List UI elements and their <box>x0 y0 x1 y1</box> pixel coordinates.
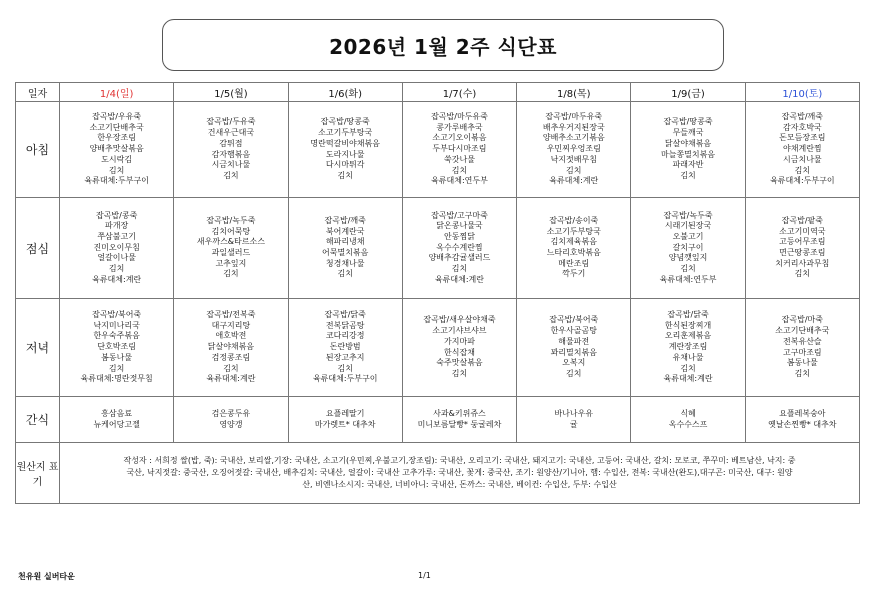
meal-row <box>16 397 860 443</box>
menu-item: 오불고기 <box>672 231 704 241</box>
menu-item: 과일샐러드 <box>211 248 251 257</box>
origin-label: 원산지 표기 <box>16 443 60 504</box>
meal-label: 저녁 <box>16 299 60 397</box>
menu-item: 바나나우유 <box>554 408 594 418</box>
menu-item: 요플레복숭아 <box>779 408 826 418</box>
menu-item: 육류대체:두부구이 <box>770 176 835 186</box>
menu-item: 두부다시마조림 <box>432 144 487 154</box>
menu-cell <box>402 102 516 198</box>
menu-item: 명란떡갈비야채볶음 <box>310 138 380 148</box>
menu-item: 양배추감귤샐러드 <box>428 253 491 263</box>
menu-cell <box>174 198 288 299</box>
menu-item: 육류대체:계란 <box>663 374 713 384</box>
menu-item: 양배추맛살볶음 <box>89 144 144 154</box>
menu-item: 숙주맛살볶음 <box>436 358 483 368</box>
meal-row <box>16 299 860 397</box>
menu-item: 김치제육볶음 <box>550 237 597 247</box>
menu-cell <box>517 102 631 198</box>
menu-cell <box>288 397 402 443</box>
menu-item: 깍두기 <box>562 269 586 279</box>
menu-item: 잡곡밥/마두유죽 <box>545 112 603 122</box>
menu-item: 육류대체:두부구이 <box>312 374 378 384</box>
menu-item: 양념깻잎지 <box>668 253 708 263</box>
menu-item: 새우까스&타르소스 <box>196 237 265 247</box>
day-header: 1/5(월) <box>174 83 288 102</box>
menu-cell <box>402 397 516 443</box>
menu-item: 육류대체:계란 <box>434 274 485 284</box>
menu-item: 돈란방범 <box>329 342 361 352</box>
menu-item: 계란장조림 <box>668 342 708 352</box>
menu-item: 귤 <box>569 419 578 429</box>
menu-cell <box>402 299 516 397</box>
menu-item: 잡곡밥/고구마죽 <box>431 210 488 220</box>
menu-item: 김치 <box>680 170 696 180</box>
menu-item: 마늘쫑멸치볶음 <box>660 149 716 159</box>
menu-item: 김치 <box>108 363 125 373</box>
menu-cell <box>288 299 402 397</box>
menu-item: 고등어무조림 <box>779 237 826 247</box>
menu-item: 오리훈제볶음 <box>664 331 712 341</box>
menu-item: 소고기단배추국 <box>89 122 144 132</box>
menu-item: 꽈리멸치볶음 <box>550 347 597 357</box>
menu-item: 진미오이무침 <box>93 242 140 252</box>
origin-text <box>60 443 860 504</box>
menu-item: 김치 <box>566 165 582 175</box>
menu-item: 한식된장찌개 <box>664 320 712 330</box>
menu-item: 김치 <box>680 264 696 274</box>
menu-item: 김치 <box>451 264 468 274</box>
menu-cell <box>60 299 174 397</box>
menu-item: 잡곡밥/팥죽 <box>781 215 824 225</box>
menu-item: 시래기된장국 <box>664 221 712 231</box>
menu-item: 김치 <box>794 368 811 378</box>
menu-item: 잡곡밥/마두유죽 <box>431 112 488 122</box>
menu-item: 한우장조림 <box>97 133 136 143</box>
origin-row <box>16 443 860 504</box>
title-box <box>162 19 724 71</box>
menu-item: 치커리사과무침 <box>775 258 830 268</box>
menu-item: 잡곡밥/녹두죽 <box>663 210 713 220</box>
menu-cell <box>517 299 631 397</box>
menu-item: 배추우거지된장국 <box>542 122 605 132</box>
menu-item: 북어계란국 <box>325 226 365 236</box>
menu-item: 소고기두부탕국 <box>546 226 601 236</box>
footer-organization: 천유원 실버타운 <box>18 572 75 581</box>
menu-item: 김치 <box>337 170 353 180</box>
page-title: 2026년 1월 2주 식단표 <box>329 34 557 59</box>
menu-item: 한우사골곰탕 <box>550 326 597 336</box>
menu-item: 옥수수스프 <box>668 419 708 429</box>
menu-item: 어묵멸치볶음 <box>322 248 369 257</box>
menu-cell <box>174 102 288 198</box>
menu-item: 낙지젓배무침 <box>550 154 597 164</box>
menu-item: 고구마조림 <box>783 347 822 357</box>
menu-item: 육류대체:계란 <box>92 274 142 284</box>
menu-item: 소고기오이볶음 <box>432 133 487 143</box>
menu-item: 면근땅콩조림 <box>779 248 826 257</box>
meal-label: 간식 <box>16 397 60 443</box>
menu-item: 전복닭곰탕 <box>325 320 365 330</box>
menu-item: 우민찌우엉조림 <box>546 144 601 154</box>
menu-item: 김치 <box>108 264 125 274</box>
menu-item: 식혜 <box>680 408 696 418</box>
menu-item: 무들깨국 <box>672 128 704 138</box>
menu-item: 검은콩두유 <box>211 408 251 418</box>
menu-item: 육류대체:계란 <box>549 176 599 186</box>
menu-cell <box>60 397 174 443</box>
day-header: 1/6(화) <box>288 83 402 102</box>
menu-item: 한우숙주볶음 <box>93 331 140 341</box>
menu-item: 김치 <box>451 165 468 175</box>
menu-item: 쑥갓나물 <box>444 154 475 164</box>
menu-item: 고추잎지 <box>215 258 247 268</box>
menu-item: 김치 <box>108 165 125 175</box>
menu-item: 김치 <box>794 269 811 279</box>
menu-item: 다시마튀각 <box>325 160 365 170</box>
menu-item: 한식잡채 <box>444 347 475 357</box>
menu-item: 시금치나물 <box>211 160 251 170</box>
menu-item: 가지마파 <box>444 336 475 346</box>
menu-item: 잡곡밥/깨죽 <box>781 112 824 122</box>
menu-item: 김치 <box>566 368 582 378</box>
menu-item: 코다리강정 <box>325 331 365 341</box>
menu-cell <box>174 299 288 397</box>
menu-cell <box>174 397 288 443</box>
menu-item: 도시락김 <box>101 154 133 164</box>
menu-item: 양배추소고기볶음 <box>542 133 605 143</box>
menu-item: 잡곡밥/두유죽 <box>206 117 256 127</box>
menu-item: 잡곡밥/땅콩죽 <box>663 117 713 127</box>
menu-item: 옥수수계란찜 <box>436 242 483 252</box>
menu-item: 건새우근대국 <box>207 128 255 138</box>
menu-item: 육류대체:연두부 <box>431 176 488 186</box>
menu-cell <box>631 299 745 397</box>
menu-item: 감자호박국 <box>783 122 822 132</box>
menu-item: 김치 <box>337 363 353 373</box>
menu-item: 검정콩조림 <box>211 352 251 362</box>
menu-cell <box>517 198 631 299</box>
day-header: 1/9(금) <box>631 83 745 102</box>
menu-cell <box>288 102 402 198</box>
menu-item: 파개장 <box>105 221 129 231</box>
menu-item: 미니보름달빵* 둥굴레차 <box>417 419 502 429</box>
meal-row <box>16 198 860 299</box>
menu-item: 애호박전 <box>215 331 247 341</box>
menu-item: 잡곡밥/마죽 <box>781 315 824 325</box>
menu-item: 안동찜닭 <box>444 231 475 241</box>
menu-item: 감자햄볶음 <box>211 149 251 159</box>
menu-cell <box>631 102 745 198</box>
origin-line: 작성자 : 서희정 쌀(밥, 죽): 국내산, 보리쌀,기장: 국내산, 소고기(우민찌,우불고기,장조림): 국내산, 오리고기: 국내산, 돼지고기: 국내산, 고등어: 국내산, 갈치: 모로코, 쭈꾸미: 베트남산, 낙지: 중 <box>123 456 796 465</box>
menu-item: 김치 <box>680 363 696 373</box>
origin-line: 산, 비엔나소시지: 국내산, 너비아니: 국내산, 돈까스: 국내산, 베이컨: 수입산, 두부: 수입산 <box>302 480 617 489</box>
menu-item: 김치 <box>223 170 239 180</box>
menu-cell <box>60 102 174 198</box>
day-header: 1/8(목) <box>517 83 631 102</box>
meal-label: 점심 <box>16 198 60 299</box>
menu-item: 유채나물 <box>672 352 704 362</box>
menu-item: 시금치나물 <box>783 154 822 164</box>
menu-item: 김치어묵탕 <box>211 226 251 236</box>
menu-item: 잡곡밥/땅콩죽 <box>320 117 370 127</box>
menu-item: 콩가루배추국 <box>436 122 483 132</box>
menu-item: 닭살야채볶음 <box>207 342 255 352</box>
menu-item: 마가렛트* 대추차 <box>314 419 376 429</box>
menu-cell <box>745 198 859 299</box>
menu-item: 봄동나물 <box>101 352 133 362</box>
menu-cell <box>517 397 631 443</box>
menu-item: 잡곡밥/북어죽 <box>92 310 142 320</box>
menu-item: 소고기샤브샤브 <box>432 326 487 336</box>
menu-item: 대구지리탕 <box>211 320 251 330</box>
footer-page-number: 1/1 <box>418 571 431 580</box>
menu-item: 잡곡밥/깨죽 <box>324 215 366 225</box>
menu-item: 갈치구이 <box>672 242 704 252</box>
menu-item: 잡곡밥/닭죽 <box>667 310 709 320</box>
menu-item: 해파리냉채 <box>325 237 365 247</box>
menu-item: 파래자반 <box>672 160 704 170</box>
menu-cell <box>402 198 516 299</box>
menu-item: 김치 <box>223 269 239 279</box>
menu-item: 김치 <box>794 165 811 175</box>
meal-row <box>16 102 860 198</box>
menu-cell <box>745 299 859 397</box>
menu-item: 야채계란찜 <box>783 144 822 154</box>
menu-item: 김치 <box>337 269 353 279</box>
menu-item: 오복지 <box>562 358 586 368</box>
menu-item: 봄동나물 <box>786 358 818 368</box>
menu-item: 닭살야채볶음 <box>664 138 712 148</box>
menu-cell <box>745 397 859 443</box>
menu-table <box>15 82 860 504</box>
header-row <box>16 83 860 102</box>
menu-item: 된장고추지 <box>325 352 365 362</box>
menu-item: 육류대체:연두부 <box>659 274 717 284</box>
menu-item: 닭온콩나물국 <box>436 221 483 231</box>
menu-item: 도라지나물 <box>325 149 365 159</box>
menu-cell <box>631 198 745 299</box>
menu-item: 잡곡밥/새우살야채죽 <box>423 315 496 325</box>
day-header: 1/4(일) <box>60 83 174 102</box>
menu-item: 낙지미나리국 <box>93 320 140 330</box>
menu-item: 감튀점 <box>219 138 243 148</box>
menu-item: 잡곡밥/콩죽 <box>95 210 138 220</box>
menu-item: 잡곡밥/송이죽 <box>549 215 599 225</box>
header-label: 일자 <box>16 83 60 102</box>
menu-item: 잡곡밥/닭죽 <box>324 310 366 320</box>
menu-item: 소고기단배추국 <box>775 326 830 336</box>
menu-cell <box>631 397 745 443</box>
menu-item: 뉴케어당고젤 <box>93 419 140 429</box>
menu-item: 옛날손찐빵* 대추차 <box>768 419 837 429</box>
menu-item: 해물파전 <box>558 336 590 346</box>
menu-cell <box>288 198 402 299</box>
day-header: 1/10(토) <box>745 83 859 102</box>
menu-item: 청경채나물 <box>325 258 365 268</box>
menu-item: 흥삼음료 <box>101 408 133 418</box>
menu-item: 육류대체:명란젓무침 <box>80 374 153 384</box>
menu-item: 단호박조림 <box>97 342 136 352</box>
origin-line: 국산, 낙지젓갈: 중국산, 오징어젓갈: 국내산, 배추김치: 국내산, 얼갈이: 국내산 고추가루: 국내산, 꽃게: 중국산, 조기: 원양산/기니아, 햄: 수입산, 전복: 국내산(완도),대구곤: 미국산, 대구: 원양 <box>126 468 793 477</box>
menu-item: 육류대체:계란 <box>206 374 256 384</box>
menu-cell <box>745 102 859 198</box>
menu-item: 느타리호박볶음 <box>546 248 601 257</box>
menu-cell <box>60 198 174 299</box>
menu-item: 육류대체:두부구이 <box>84 176 149 186</box>
menu-item: 김치 <box>223 363 239 373</box>
menu-item: 요플레딸기 <box>325 408 365 418</box>
meal-label: 아침 <box>16 102 60 198</box>
menu-item: 김치 <box>451 368 468 378</box>
day-header: 1/7(수) <box>402 83 516 102</box>
menu-item: 잡곡밥/전복죽 <box>206 310 256 320</box>
menu-item: 잡곡밥/북어죽 <box>549 315 599 325</box>
menu-item: 돈모듬장조림 <box>779 133 826 143</box>
menu-item: 소고기두부탕국 <box>318 128 373 138</box>
menu-item: 전복유산슬 <box>783 336 822 346</box>
menu-item: 소고기미역국 <box>779 226 826 236</box>
menu-item: 잡곡밥/녹두죽 <box>206 215 256 225</box>
menu-item: 얼갈이나물 <box>97 253 136 263</box>
menu-item: 사과&키위쥬스 <box>433 408 486 418</box>
menu-item: 메란조림 <box>558 258 590 268</box>
menu-item: 잡곡밥/우유죽 <box>92 112 142 122</box>
menu-item: 쭈삼불고기 <box>97 231 136 241</box>
menu-item: 영양갱 <box>219 419 243 429</box>
